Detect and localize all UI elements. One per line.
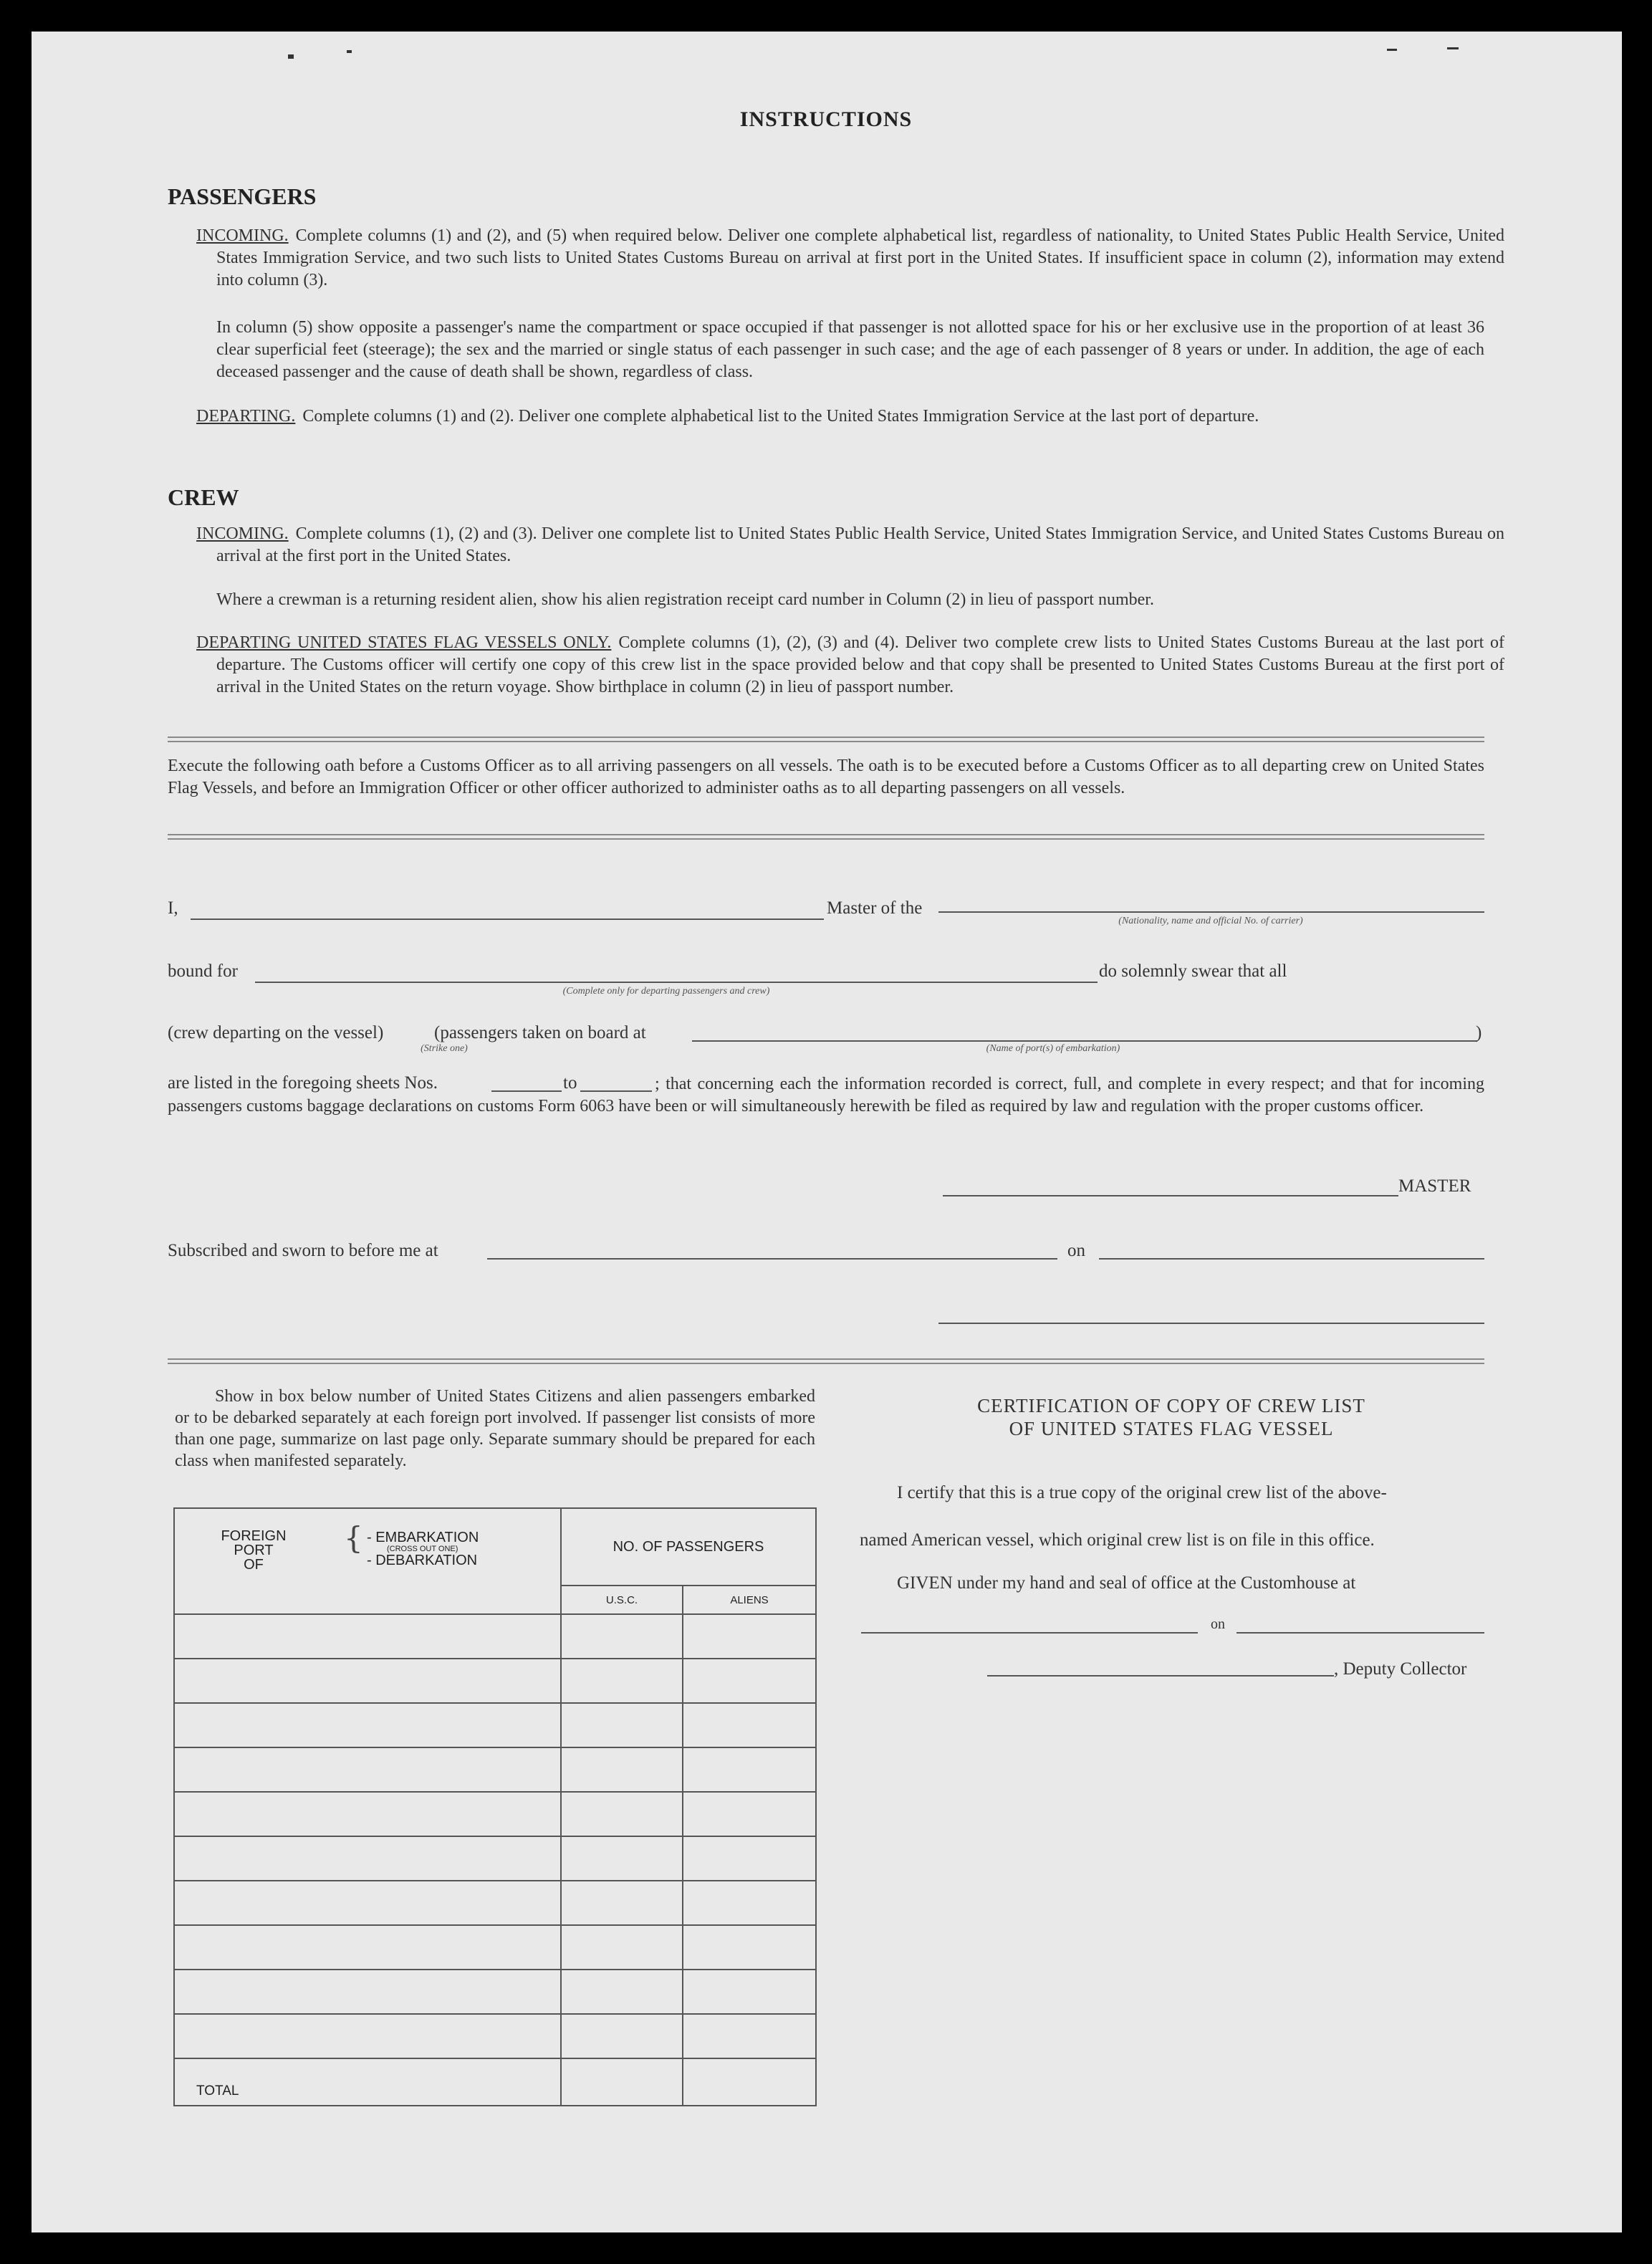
port-cell[interactable] [174,1925,561,1970]
to-label: to [563,1073,577,1093]
summary-row [174,1703,816,1747]
brace-icon: { [344,1520,363,1555]
page-title: INSTRUCTIONS [739,107,913,131]
swear-text: do solemnly swear that all [1099,961,1287,981]
port-header-cell [174,1508,561,1614]
passengers-departing-paragraph [196,406,1504,428]
oath-listed-paragraph: ; that concerning each the information recorded is correct, full, and complete in every respect; and that for incoming passengers customs baggage declarations on customs Form 6063 have been or will simultaneously herewith be filed as required by law and regulation with the proper customs officer. [168,1075,1484,1116]
port-cell[interactable] [174,1881,561,1925]
passengers-departing-text: Complete columns (1) and (2). Deliver one complete alphabetical list to the United States Immigration Service at the last port of departure. [302,407,1259,426]
section-divider [168,1358,1484,1364]
port-cell[interactable] [174,1614,561,1659]
passengers-column5-paragraph: In column (5) show opposite a passenger's name the compartment or space occupied if that passenger is not allotted space for his or her exclusive use in the proportion of at least 36 clear superficial feet (steerage); the sex and the married or single status of each passenger in such case; and the age of each passenger of 8 years or under. In addition, the age of each deceased passenger and the cause of death shall be shown, regardless of class. [216,318,1484,381]
aliens-cell[interactable] [683,1925,816,1970]
port-cell[interactable] [174,2014,561,2058]
summary-row [174,1614,816,1659]
cross-out-label: (CROSS OUT ONE) [387,1545,458,1553]
aliens-cell[interactable] [683,2014,816,2058]
carrier-field[interactable] [938,911,1484,913]
given-text: GIVEN under my hand and seal of office at the Customhouse at [897,1573,1356,1593]
total-aliens-cell[interactable] [683,2058,816,2106]
section-divider [168,737,1484,742]
port-cell[interactable] [174,1836,561,1881]
crew-departing-paragraph [196,632,1504,699]
summary-row [174,1747,816,1792]
scan-mark [347,50,352,53]
aliens-cell[interactable] [683,1659,816,1703]
bound-for-caption: (Complete only for departing passengers and crew) [562,986,770,997]
usc-cell[interactable] [561,1747,683,1792]
usc-cell[interactable] [561,1836,683,1881]
sworn-place-field[interactable] [487,1258,1057,1260]
passengers-incoming-text: Complete columns (1) and (2), and (5) when required below. Deliver one complete alphabetical list, regardless of nationality, to United States Public Health Service, United States Immigration Service, and two such lists to United States Customs Bureau on arrival at first port in the United States. If insufficient space in column (2), information may extend into column (3). [216,226,1504,289]
i-label: I, [168,898,178,918]
of-label: OF [244,1557,264,1573]
crew-incoming-lead: INCOMING. [196,524,289,543]
passengers-taken-option[interactable]: (passengers taken on board at [434,1023,646,1042]
deputy-collector-field[interactable] [987,1675,1334,1677]
summary-rows [174,1614,816,2058]
port-cell[interactable] [174,1747,561,1792]
foreign-label: FOREIGN [221,1528,287,1544]
scan-mark [288,54,294,59]
bound-for-field[interactable] [255,982,1098,983]
bound-for-label: bound for [168,961,238,981]
usc-header: U.S.C. [561,1586,683,1614]
usc-cell[interactable] [561,1881,683,1925]
listed-prefix: are listed in the foregoing sheets Nos. [168,1073,438,1093]
scan-mark [1447,47,1459,49]
port-cell[interactable] [174,1703,561,1747]
master-signature-field[interactable] [943,1195,1398,1196]
certification-title [867,1394,1476,1440]
summary-row [174,1970,816,2014]
cert-on-label: on [1211,1616,1225,1632]
close-paren: ) [1476,1023,1482,1042]
no-of-passengers-header: NO. OF PASSENGERS [561,1508,816,1586]
crew-incoming-text: Complete columns (1), (2) and (3). Deliver one complete list to United States Public Health Service, United States Immigration Service, and United States Customs Bureau on arrival at the first port in the United States. [216,524,1504,565]
cert-date-field[interactable] [1236,1632,1484,1634]
passengers-heading: PASSENGERS [168,183,317,209]
on-label: on [1067,1241,1085,1260]
usc-cell[interactable] [561,1703,683,1747]
passenger-summary-table [173,1507,817,2106]
master-of-the-label: Master of the [827,898,923,918]
master-name-field[interactable] [191,918,824,920]
sworn-date-field[interactable] [1099,1258,1484,1260]
officer-signature-field[interactable] [938,1323,1484,1324]
port-cell[interactable] [174,1792,561,1836]
crew-returning-paragraph: Where a crewman is a returning resident alien, show his alien registration receipt card number in Column (2) in lieu of passport number. [216,590,1154,609]
aliens-cell[interactable] [683,1747,816,1792]
embarkation-ports-field[interactable] [692,1040,1477,1042]
customhouse-field[interactable] [861,1632,1198,1634]
port-label: PORT [234,1543,274,1558]
crew-heading: CREW [168,484,239,510]
crew-departing-text: Complete columns (1), (2), (3) and (4). Deliver two complete crew lists to United States Customs Bureau at the last port of departure. The Customs officer will certify one copy of this crew list in the space provided below and that copy shall be presented to United States Customs Bureau at the first port of arrival in the United States on the return voyage. Show birthplace in column (2) in lieu of passport number. [216,633,1504,696]
summary-row [174,1925,816,1970]
master-label: MASTER [1398,1176,1471,1196]
certification-title-line2: OF UNITED STATES FLAG VESSEL [1009,1418,1334,1439]
aliens-cell[interactable] [683,1836,816,1881]
certify-line2: named American vessel, which original crew list is on file in this office. [860,1530,1375,1550]
total-label: TOTAL [174,2058,561,2106]
certification-title-line1: CERTIFICATION OF COPY OF CREW LIST [977,1395,1365,1416]
summary-row [174,1659,816,1703]
oath-intro-paragraph: Execute the following oath before a Customs Officer as to all arriving passengers on all vessels. The oath is to be executed before a Customs Officer as to all departing crew on United States Flag Vessels, and before an Immigration Officer or other officer authorized to administer oaths as to all departing passengers on all vessels. [168,757,1484,797]
passengers-departing-lead: DEPARTING. [196,407,296,426]
aliens-cell[interactable] [683,1881,816,1925]
usc-cell[interactable] [561,1970,683,2014]
usc-cell[interactable] [561,1659,683,1703]
carrier-caption: (Nationality, name and official No. of carrier) [1118,916,1303,926]
usc-cell[interactable] [561,1614,683,1659]
debarkation-option[interactable]: - DEBARKATION [367,1553,478,1568]
deputy-collector-label: , Deputy Collector [1334,1659,1467,1679]
summary-row [174,2014,816,2058]
summary-row [174,1836,816,1881]
port-cell[interactable] [174,1659,561,1703]
summary-row [174,1881,816,1925]
subscribed-label: Subscribed and sworn to before me at [168,1241,438,1260]
crew-departing-lead: DEPARTING UNITED STATES FLAG VESSELS ONLY. [196,633,612,652]
aliens-cell[interactable] [683,1792,816,1836]
usc-cell[interactable] [561,1792,683,1836]
section-divider [168,834,1484,840]
passengers-incoming-paragraph [196,225,1504,292]
usc-cell[interactable] [561,1925,683,1970]
certify-line1: I certify that this is a true copy of the original crew list of the above- [897,1483,1387,1502]
total-usc-cell[interactable] [561,2058,683,2106]
ports-caption: (Name of port(s) of embarkation) [986,1043,1120,1054]
scan-mark [1387,49,1397,51]
summary-instructions: Show in box below number of United States Citizens and alien passengers embarked or to be debarked separately at each foreign port involved. If passenger list consists of more than one page, summarize on last page only. Separate summary should be prepared for each class when manifested separately. [175,1387,815,1470]
embarkation-option[interactable]: - EMBARKATION [367,1530,479,1545]
aliens-cell[interactable] [683,1970,816,2014]
passengers-incoming-lead: INCOMING. [196,226,289,245]
strike-one-caption: (Strike one) [421,1043,468,1054]
crew-incoming-paragraph [196,523,1504,567]
port-cell[interactable] [174,1970,561,2014]
crew-departing-option[interactable]: (crew departing on the vessel) [168,1023,384,1042]
aliens-cell[interactable] [683,1614,816,1659]
summary-row [174,1792,816,1836]
usc-cell[interactable] [561,2014,683,2058]
aliens-cell[interactable] [683,1703,816,1747]
aliens-header: ALIENS [683,1586,816,1614]
